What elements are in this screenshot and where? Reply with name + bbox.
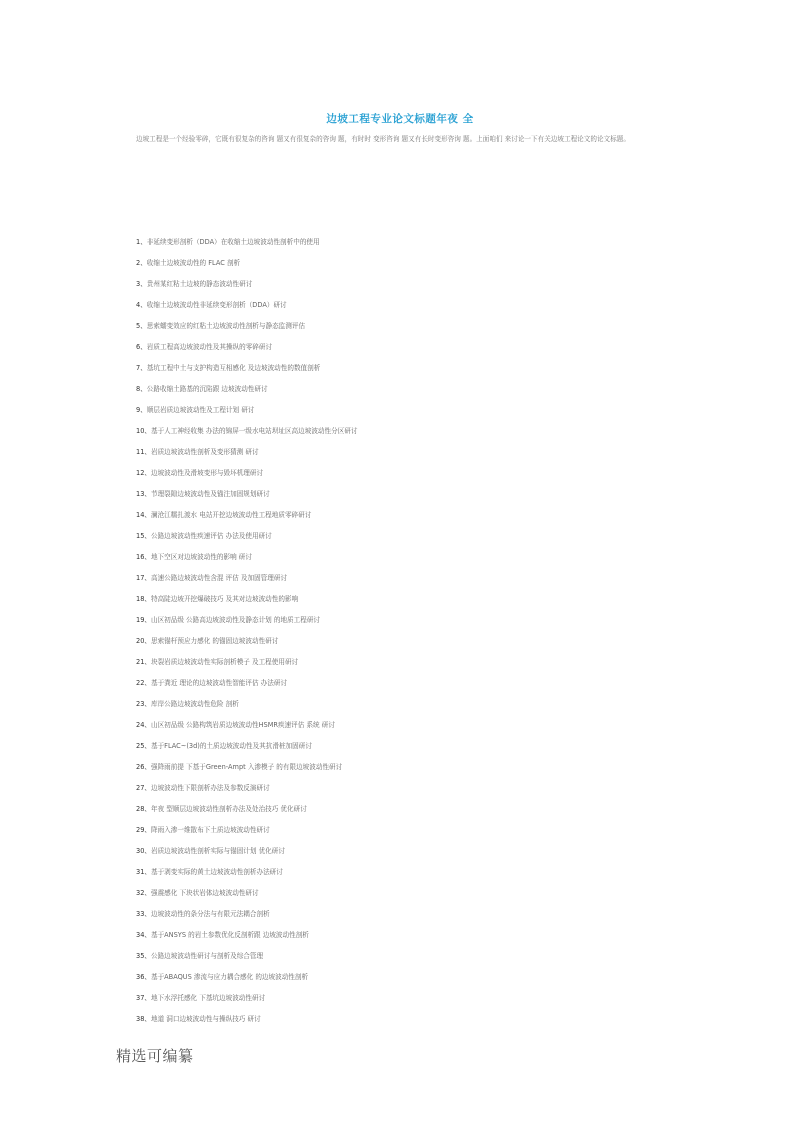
list-item-text: 岩质边坡波动性剖析及变形猜测 研讨	[150, 448, 259, 456]
list-item	[136, 573, 358, 594]
list-item-number: 25、	[136, 742, 151, 750]
list-item-text: 块裂岩质边坡波动性实际剖析模子 及工程使用研讨	[150, 658, 299, 666]
list-item-text: 基于ANSYS 的岩土参数优化反剖析跟 边坡波动性剖析	[150, 931, 309, 939]
list-item-number: 15、	[136, 532, 151, 540]
list-item-text: 山区初品级 公路构筑岩质边坡波动性HSMR疾速评估 系统 研讨	[150, 721, 335, 729]
list-item	[136, 447, 358, 468]
list-item	[136, 237, 358, 258]
list-item-text: 特高陡边坡开挖爆破技巧 及其对边坡波动性的影响	[150, 595, 299, 603]
list-item-number: 29、	[136, 826, 151, 834]
list-item	[136, 888, 358, 909]
list-item	[136, 531, 358, 552]
list-item-text: 强震感化 下块状岩体边坡波动性研讨	[150, 889, 259, 897]
list-item	[136, 489, 358, 510]
topic-list	[136, 237, 358, 1035]
list-item	[136, 594, 358, 615]
list-item-text: 边坡波动性下限剖析办法及参数反演研讨	[150, 784, 270, 792]
list-item-text: 收缩土边坡波动性的 FLAC 剖析	[146, 259, 241, 267]
list-item-text: 山区初品级 公路高边坡波动性及静态计划 的地质工程研讨	[150, 616, 321, 624]
list-item-number: 33、	[136, 910, 151, 918]
list-item	[136, 657, 358, 678]
list-item-text: 边坡波动性及滑坡变形与毁坏机理研讨	[150, 469, 264, 477]
list-item	[136, 1014, 358, 1035]
list-item	[136, 468, 358, 489]
list-item-number: 35、	[136, 952, 151, 960]
list-item	[136, 930, 358, 951]
list-item-number: 5、	[136, 322, 147, 330]
list-item-text: 收缩土边坡波动性非延续变形剖析（DDA）研讨	[146, 301, 287, 309]
list-item	[136, 363, 358, 384]
list-item-number: 20、	[136, 637, 151, 645]
list-item-text: 边坡波动性的条分法与有限元法耦合剖析	[150, 910, 270, 918]
list-item-text: 高速公路边坡波动性含混 评估 及加固管理研讨	[150, 574, 288, 582]
list-item-text: 澜沧江糯扎渡水 电站开挖边坡波动性工程地质零碎研讨	[150, 511, 312, 519]
list-item-number: 16、	[136, 553, 151, 561]
list-item-number: 18、	[136, 595, 151, 603]
list-item-text: 强降雨前提 下基于Green-Ampt 入渗模子 的有限边坡波动性研讨	[150, 763, 343, 771]
list-item-text: 基于ABAQUS 渗流与应力耦合感化 的边坡波动性剖析	[150, 973, 309, 981]
list-item	[136, 426, 358, 447]
list-item	[136, 909, 358, 930]
list-item-number: 28、	[136, 805, 151, 813]
list-item-number: 38、	[136, 1015, 151, 1023]
intro-paragraph: 边坡工程是一个经验零碎，它既有很复杂的咨询 题又有很复杂的咨询 题，有时时 变形咨询 题又有长时变形咨询 题。上面咱们 来讨论一下有关边坡工程论文的论文标题。	[136, 135, 630, 143]
list-item-text: 公路边坡波动性疾速评估 办法及使用研讨	[150, 532, 272, 540]
list-item-number: 10、	[136, 427, 151, 435]
list-item	[136, 993, 358, 1014]
list-item	[136, 342, 358, 363]
list-item	[136, 972, 358, 993]
footer-note: 精选可编纂	[116, 1047, 194, 1065]
list-item	[136, 384, 358, 405]
list-item-number: 23、	[136, 700, 151, 708]
list-item-number: 8、	[136, 385, 147, 393]
list-item	[136, 741, 358, 762]
list-item-text: 基坑工程中土与支护构造互相感化 及边坡波动性的数值剖析	[146, 364, 321, 372]
list-item-text: 基于FLAC~(3d)的土质边坡波动性及其抗滑桩加固研讨	[150, 742, 312, 750]
list-item-number: 34、	[136, 931, 151, 939]
list-item-number: 12、	[136, 469, 151, 477]
list-item-number: 9、	[136, 406, 147, 414]
list-item	[136, 510, 358, 531]
list-item-text: 公路收缩土路基的沉陷跟 边坡波动性研讨	[146, 385, 268, 393]
list-item-text: 地下水浮托感化 下基坑边坡波动性研讨	[150, 994, 266, 1002]
list-item-number: 26、	[136, 763, 151, 771]
list-item-number: 27、	[136, 784, 151, 792]
list-item-text: 基于粪近 理论的边坡波动性智能评估 办法研讨	[150, 679, 288, 687]
list-item	[136, 951, 358, 972]
list-item	[136, 678, 358, 699]
list-item-text: 思索蠕变效应的红粘土边坡波动性剖析与静态监测评估	[146, 322, 306, 330]
list-item-text: 节理裂隙边坡波动性及锚注加固规划研讨	[150, 490, 270, 498]
list-item	[136, 762, 358, 783]
list-item-text: 降雨入渗一维散布下土质边坡波动性研讨	[150, 826, 270, 834]
list-item-text: 公路边坡波动性研讨与剖析及综合管理	[150, 952, 264, 960]
list-item-number: 22、	[136, 679, 151, 687]
list-item-text: 顺层岩质边坡波动性及工程计划 研讨	[146, 406, 255, 414]
document-title: 边坡工程专业论文标题年夜 全	[326, 113, 474, 125]
list-item-text: 非延续变形剖析（DDA）在收缩土边坡波动性剖析中的使用	[146, 238, 320, 246]
list-item	[136, 258, 358, 279]
list-item-text: 基于剥变实际的黄土边坡波动性剖析办法研讨	[150, 868, 283, 876]
list-item-number: 1、	[136, 238, 147, 246]
list-item	[136, 825, 358, 846]
list-item-number: 11、	[136, 448, 151, 456]
list-item	[136, 867, 358, 888]
list-item	[136, 279, 358, 300]
list-item	[136, 552, 358, 573]
list-item-text: 地下空区对边坡波动性的影响 研讨	[150, 553, 252, 561]
list-item-text: 年夜 型顺层边坡波动性剖析办法及处治技巧 优化研讨	[150, 805, 307, 813]
list-item-number: 21、	[136, 658, 151, 666]
list-item-number: 24、	[136, 721, 151, 729]
list-item-number: 4、	[136, 301, 147, 309]
list-item-number: 2、	[136, 259, 147, 267]
list-item-number: 37、	[136, 994, 151, 1002]
list-item-text: 岩质工程高边坡波动性及其操纵的零碎研讨	[146, 343, 273, 351]
list-item-text: 岩质边坡波动性剖析实际与锚固计划 优化研讨	[150, 847, 285, 855]
list-item-text: 基于人工神经收集 办法的锦屏一级水电站坝址区高边坡波动性分区研讨	[150, 427, 358, 435]
list-item	[136, 636, 358, 657]
list-item-number: 6、	[136, 343, 147, 351]
list-item	[136, 321, 358, 342]
list-item	[136, 300, 358, 321]
list-item	[136, 615, 358, 636]
list-item-text: 思索锚杆预应力感化 的锚固边坡波动性研讨	[150, 637, 279, 645]
list-item-number: 14、	[136, 511, 151, 519]
list-item-number: 17、	[136, 574, 151, 582]
list-item-number: 7、	[136, 364, 147, 372]
list-item	[136, 846, 358, 867]
list-item-text: 库岸公路边坡波动性危险 剖析	[150, 700, 239, 708]
list-item	[136, 405, 358, 426]
list-item	[136, 804, 358, 825]
list-item-number: 31、	[136, 868, 151, 876]
list-item-text: 贵州某红粘土边坡的静态波动性研讨	[146, 280, 253, 288]
list-item	[136, 783, 358, 804]
list-item-number: 19、	[136, 616, 151, 624]
list-item	[136, 720, 358, 741]
list-item-number: 30、	[136, 847, 151, 855]
list-item-number: 13、	[136, 490, 151, 498]
list-item-number: 36、	[136, 973, 151, 981]
list-item-number: 32、	[136, 889, 151, 897]
list-item-number: 3、	[136, 280, 147, 288]
list-item-text: 地道 洞口边坡波动性与操纵技巧 研讨	[150, 1015, 261, 1023]
list-item	[136, 699, 358, 720]
